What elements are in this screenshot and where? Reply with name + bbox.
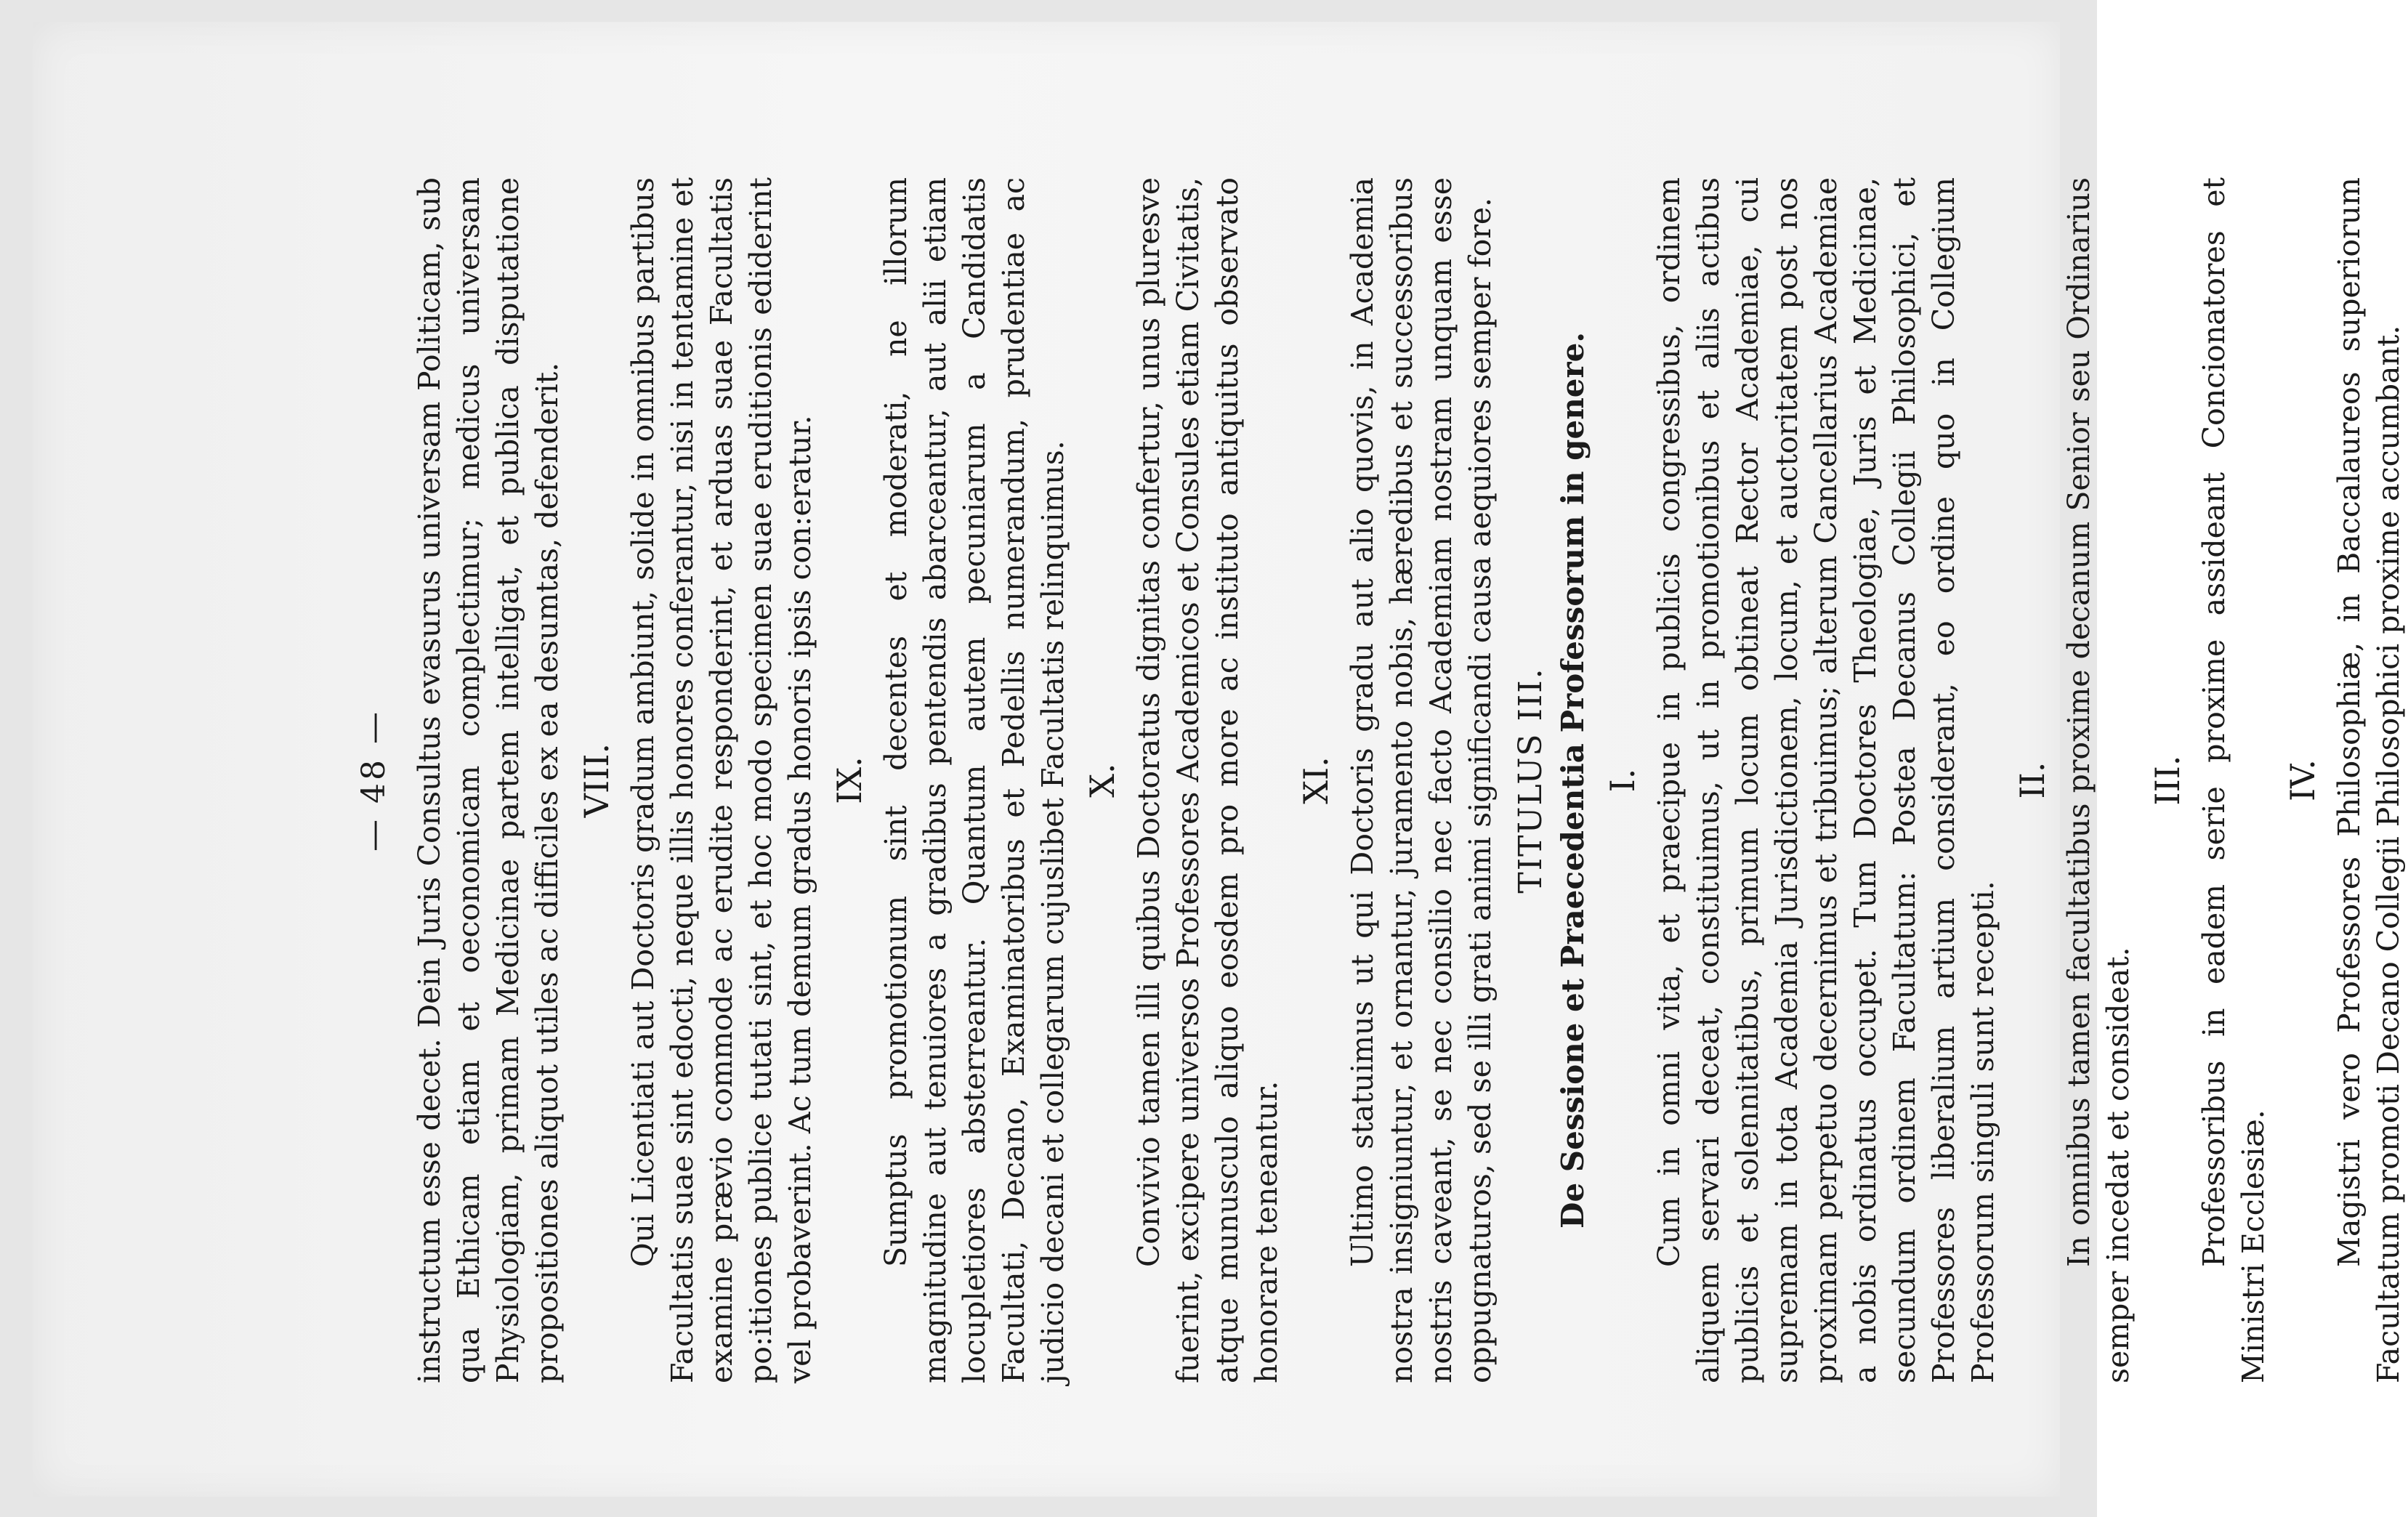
paragraph-iv: Magistri vero Professores Philosophiæ, in Baccalaureos superiorum Facultatum promoti Decano Collegii Philosophici proxime accumbant. [2332,177,2406,1383]
paragraph-viii: Qui Licentiati aut Doctoris gradum ambiunt, solide in omnibus partibus Facultatis suae sint edocti, neque illis honores conferantur, nisi in tentamine et examine prævio commode ac erudite responderint, et arduas suae Facultatis po:itiones publice tutati sint, et hoc modo specimen suae eruditionis ediderint vel probaverint. Ac tum demum gradus honoris ipsis con:eratur. [626,177,817,1383]
rotated-page [253,105,2406,1456]
paragraph-x: Convivio tamen illi quibus Doctoratus dignitas confertur, unus pluresve fuerint, excipere universos Professores Academicos et Consules etiam Civitatis, atque munusculo aliquo eosdem pro more ac instituto antiquitus observato honorare teneantur. [1131,177,1284,1383]
section-heading-ix: IX. [830,756,869,804]
section-heading-xi: XI. [1296,756,1336,804]
section-heading-x: X. [1083,763,1122,798]
titulus-heading: TITULUS III. [1512,667,1549,894]
section-heading-iv: IV. [2283,759,2322,801]
text-block [355,177,2408,1383]
paragraph-continuation: instructum esse decet. Dein Juris Consultus evasurus universam Politicam, sub qua Ethicam etiam et oeconomicam complectimur; medicus universam Physiologiam, primam Medicinae partem intelligat, et publica disputatione propositiones aliquot utiles ac difficiles ex ea desumtas, defenderit. [412,177,565,1383]
paragraph-ix: Sumptus promotionum sint decentes et moderati, ne illorum magnitudine aut tenuiores a gradibus pentendis abarceantur, aut alii etiam locupletiores absterreantur. Quantum autem pecuniarum a Candidatis Facultati, Decano, Examinatoribus et Pedellis numerandum, prudentiae ac judicio decani et collegarum cujuslibet Facultatis relinquimus. [878,177,1070,1383]
section-heading-viii: VIII. [577,743,616,818]
titulus-subtitle: De Sessione et Praecedentia Professorum in genere. [1555,332,1591,1229]
section-heading-ii: II. [2013,761,2052,799]
section-heading-i: I. [1603,768,1642,793]
section-heading-iii: III. [2148,755,2187,806]
page-number: — 48 — [355,709,392,851]
page-sheet [33,22,2406,1497]
paragraph-xi: Ultimo statuimus ut qui Doctoris gradu aut alio quovis, in Academia nostra insigniuntur, et ornantur, juramento nobis, hæredibus et successoribus nostris caveant, se nec consilio nec facto Academiam nostram unquam esse oppugnaturos, sed se illi grati animi significandi causa aequiores semper fore. [1345,177,1498,1383]
paragraph-iii: Professoribus in eadem serie proxime assideant Concionatores et Ministri Ecclesiæ. [2197,177,2271,1383]
paragraph-ii: In omnibus tamen facultatibus proxime decanum Senior seu Ordinarius semper incedat et consideat. [2061,177,2136,1383]
paragraph-i: Cum in omni vita, et praecipue in publicis congressibus, ordinem aliquem servari deceat, constituimus, ut in promotionibus et aliis actibus publicis et solennitatibus, primum locum obtineat Rector Academiae, cui supremam in tota Academia Jurisdictionem, locum, et auctoritatem post nos proximam perpetuo decernimus et tribuimus; alterum Cancellarius Academiae a nobis ordinatus occupet. Tum Doctores Theologiae, Juris et Medicinae, secundum ordinem Facultatum: Postea Decanus Collegii Philosophici, et Professores liberalium artium considerant, eo ordine quo in Collegium Professorum singuli sunt recepti. [1652,177,2000,1383]
